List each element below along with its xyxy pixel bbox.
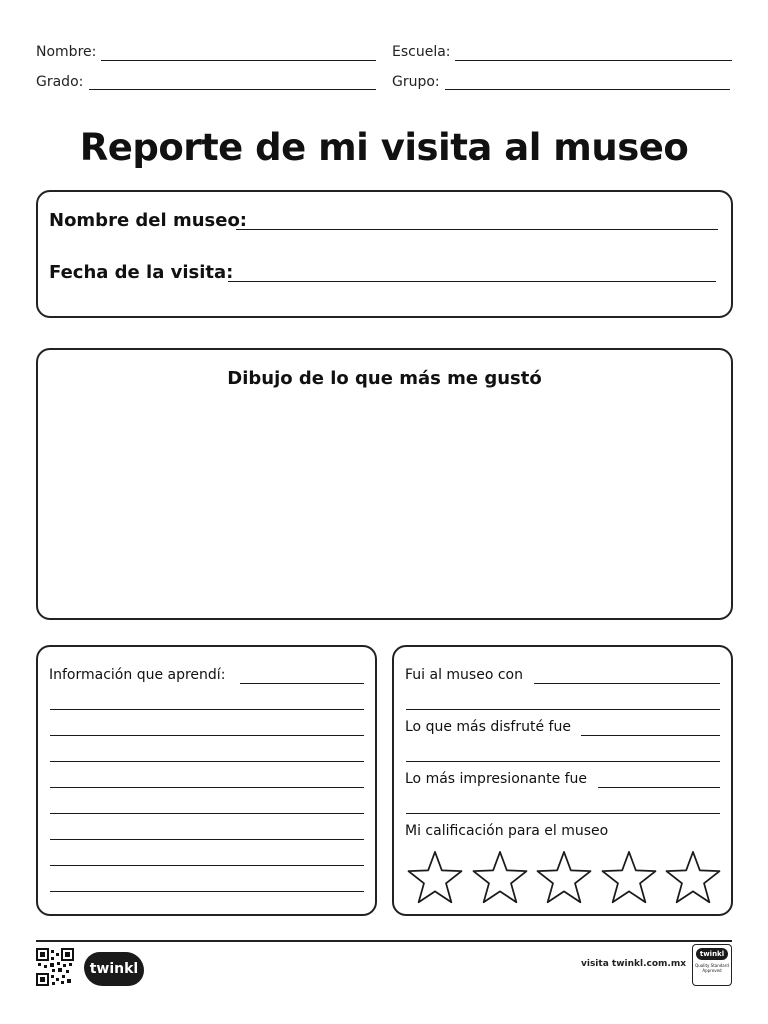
impressive-label: Lo más impresionante fue — [405, 771, 588, 787]
grade-label: Grado: — [36, 74, 84, 90]
rating-label: Mi calificación para el museo — [405, 823, 609, 839]
went-with-line-2[interactable] — [406, 709, 720, 710]
museum-info-box — [36, 190, 733, 318]
rating-star-1[interactable] — [406, 849, 464, 907]
info-line-5[interactable] — [50, 787, 364, 788]
museum-name-label: Nombre del museo: — [49, 210, 248, 231]
info-line-9[interactable] — [50, 891, 364, 892]
info-line-8[interactable] — [50, 865, 364, 866]
info-learned-box — [36, 645, 377, 916]
info-line-7[interactable] — [50, 839, 364, 840]
quality-badge — [692, 944, 732, 986]
page-title: Reporte de mi visita al museo — [79, 126, 689, 169]
went-with-label: Fui al museo con — [405, 667, 523, 683]
visit-details-box — [392, 645, 733, 916]
school-field[interactable] — [455, 60, 732, 61]
rating-star-2[interactable] — [471, 849, 529, 907]
badge-logo: twinkl — [696, 948, 728, 960]
rating-star-4[interactable] — [600, 849, 658, 907]
info-line-3[interactable] — [50, 735, 364, 736]
museum-name-field[interactable] — [236, 229, 718, 230]
badge-text: Quality Standard Approved — [695, 963, 729, 973]
school-label: Escuela: — [392, 44, 451, 60]
impressive-line-2[interactable] — [406, 813, 720, 814]
name-label: Nombre: — [36, 44, 97, 60]
twinkl-logo: twinkl — [84, 952, 144, 986]
grade-field[interactable] — [89, 89, 376, 90]
went-with-field[interactable] — [534, 683, 720, 684]
group-label: Grupo: — [392, 74, 440, 90]
info-line-2[interactable] — [50, 709, 364, 710]
impressive-field[interactable] — [598, 787, 720, 788]
footer-divider — [36, 940, 732, 942]
drawing-label: Dibujo de lo que más me gustó — [227, 368, 542, 389]
qr-code-icon — [36, 948, 74, 986]
rating-star-3[interactable] — [535, 849, 593, 907]
enjoyed-field[interactable] — [581, 735, 720, 736]
visit-date-label: Fecha de la visita: — [49, 262, 234, 283]
enjoyed-line-2[interactable] — [406, 761, 720, 762]
info-learned-label: Información que aprendí: — [49, 667, 226, 683]
visit-date-field[interactable] — [228, 281, 716, 282]
info-line-6[interactable] — [50, 813, 364, 814]
name-field[interactable] — [101, 60, 376, 61]
visit-website-text[interactable]: visita twinkl.com.mx — [581, 959, 686, 969]
info-line-1[interactable] — [240, 683, 364, 684]
group-field[interactable] — [445, 89, 730, 90]
enjoyed-label: Lo que más disfruté fue — [405, 719, 571, 735]
drawing-box[interactable] — [36, 348, 733, 620]
rating-star-5[interactable] — [664, 849, 722, 907]
info-line-4[interactable] — [50, 761, 364, 762]
